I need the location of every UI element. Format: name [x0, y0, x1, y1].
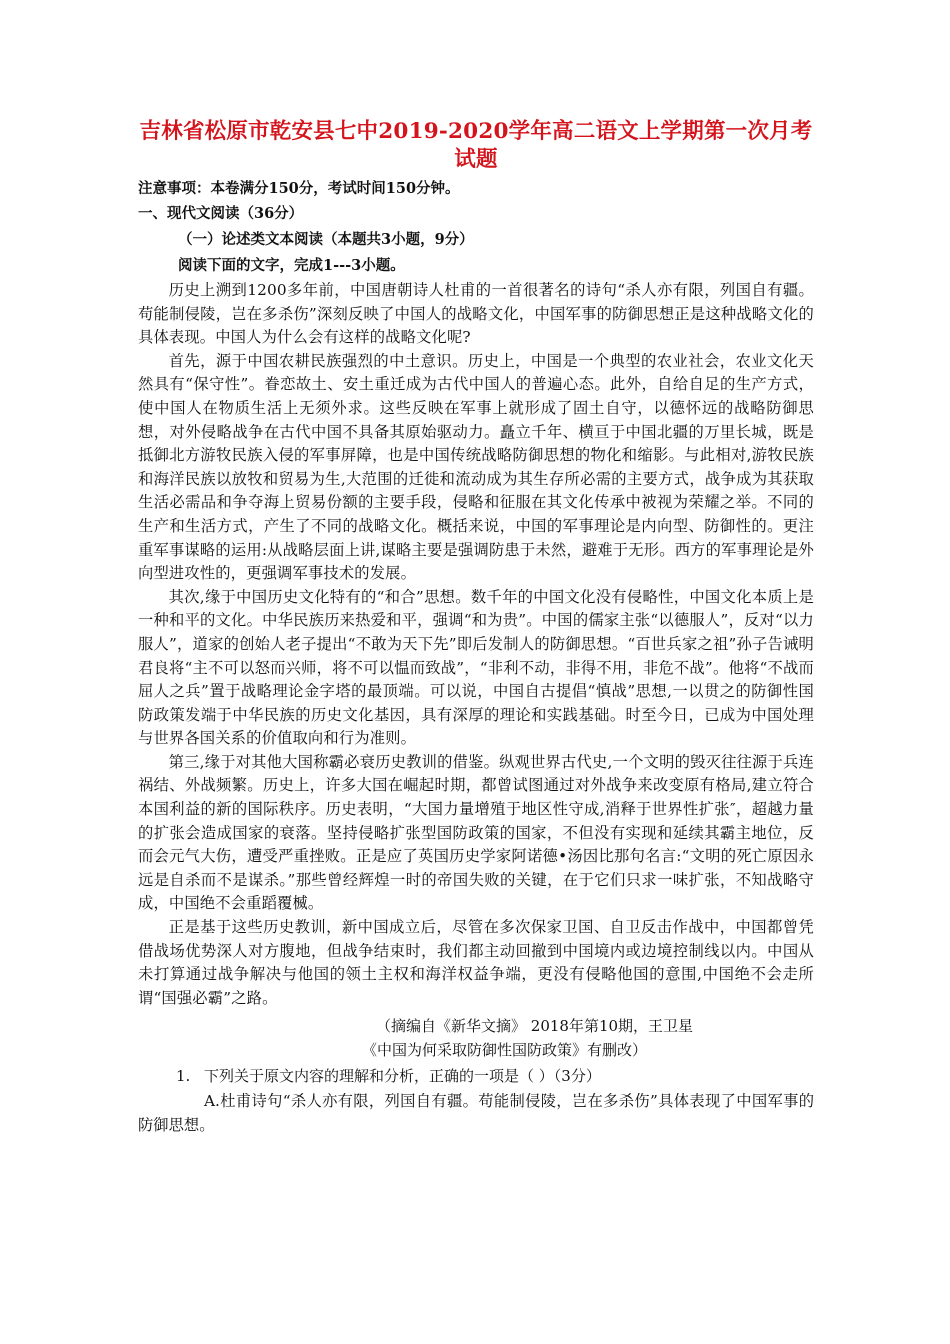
- section-heading: 一、现代文阅读（36分）: [138, 205, 304, 222]
- source-line-2: 《中国为何采取防御性国防政策》有删改）: [362, 1041, 648, 1060]
- paragraph-4: 第三,缘于对其他大国称霸必衰历史教训的借鉴。纵观世界古代史,一个文明的毁灭往往源于兵连祸结、外战频繁。历史上，许多大国在崛起时期，都曾试图通过对外战争来改变原有格局,建立符合本国利益的新的国际秩序。历史表明，“大国力量增殖于地区性守成,消释于世界性扩张″，超越力量的扩张会造成国家的衰落。坚持侵略扩张型国防政策的国家，不但没有实现和延续其霸主地位，反而会元气大伤，遭受严重挫败。正是应了英国历史学家阿诺德•汤因比那句名言:“文明的死亡原因永远是自杀而不是谋杀。”那些曾经辉煌一时的帝国失败的关键，在于它们只求一味扩张，不知战略守成，中国绝不会重蹈覆楲。: [138, 752, 814, 913]
- paragraph-5: 正是基于这些历史教训，新中国成立后，尽管在多次保家卫国、自卫反击作战中，中国都曾凭借战场优势深人对方腹地，但战争结束时，我们都主动回撤到中国境内或边境控制线以内。中国从未打算通过战争解决与他国的领土主权和海洋权益争端，更没有侵略他国的意围,中国绝不会走所谓“国强必霸”之路。: [138, 918, 814, 1007]
- notice: 注意事项：本卷满分150分，考试时间150分钟。: [138, 180, 460, 197]
- source-line-1: （摘编自《新华文摘》 2018年第10期，王卫星: [376, 1017, 694, 1036]
- subsection-heading: （一）论述类文本阅读（本题共3小题，9分）: [178, 231, 474, 248]
- question-text: 下列关于原文内容的理解和分析，正确的一项是（ ）（3分）: [204, 1067, 601, 1086]
- paragraph-1: 历史上溯到1200多年前，中国唐朝诗人杜甫的一首很著名的诗句“杀人亦有限，列国自有疆。苟能制侵陵，岂在多杀伤”深刻反映了中国人的战略文化，中国军事的防御思想正是这种战略文化的具体表现。中国人为什么会有这样的战略文化呢?: [138, 281, 814, 347]
- paragraph-3: 其次,缘于中国历史文化特有的“和合”思想。数千年的中国文化没有侵略性，中国文化本质上是一种和平的文化。中华民族历来热爱和平，强调“和为贵”。中国的儒家主张“以德服人”，反对“以力服人”，道家的创始人老子提出“不敢为天下先”即后发制人的防御思想。“百世兵家之祖”孙子告诫明君良将“主不可以怒而兴师，将不可以愠而致战”，“非利不动，非得不用，非危不战”。他将“不战而屈人之兵”置于战略理论金字塔的最顶端。可以说，中国自古提倡“慎战”思想,一以贯之的防御性国防政策发端于中华民族的历史文化基因，具有深厚的理论和实践基础。时至今日，已成为中国处理与世界各国关系的价值取向和行为准则。: [138, 587, 814, 748]
- paragraph-2: 首先，源于中国农耕民族强烈的中土意识。历史上，中国是一个典型的农业社会，农业文化天然具有“保守性”。眷恋故土、安土重迁成为古代中国人的普遍心态。此外，自给自足的生产方式，使中国人在物质生活上无须外求。这些反映在军事上就形成了固土自守，以德怀远的战略防御思想，对外侵略战争在古代中国不具备其原始驱动力。矗立千年、横亘于中国北疆的万里长城，既是抵御北方游牧民族入侵的军事屏障，也是中国传统战略防御思想的物化和缩影。与此相对,游牧民族和海洋民族以放牧和贸易为生,大范围的迁徙和流动成为其生存所必需的主要方式，战争成为其获取生活必需品和争夺海上贸易份额的主要手段，侵略和征服在其文化传承中被视为荣耀之举。不同的生产和生活方式，产生了不同的战略文化。概括来说，中国的军事理论是内向型、防御性的。更注重军事谋略的运用:从战略层面上讲,谋略主要是强调防患于未然，避难于无形。西方的军事理论是外向型进攻性的，更强调军事技术的发展。: [138, 351, 814, 583]
- reading-instruction: 阅读下面的文字，完成1---3小题。: [178, 257, 405, 274]
- question-1: [138, 1064, 814, 1088]
- document-page: [138, 118, 814, 1138]
- question-number: 1.: [176, 1067, 191, 1086]
- page-title: 吉林省松原市乾安县七中2019-2020学年高二语文上学期第一次月考试题: [139, 119, 813, 172]
- option-a: A.杜甫诗句“杀人亦有限，列国自有疆。苟能制侵陵，岂在多杀伤”具体表现了中国军事的防御思想。: [138, 1092, 814, 1134]
- source-citation: [138, 1014, 814, 1062]
